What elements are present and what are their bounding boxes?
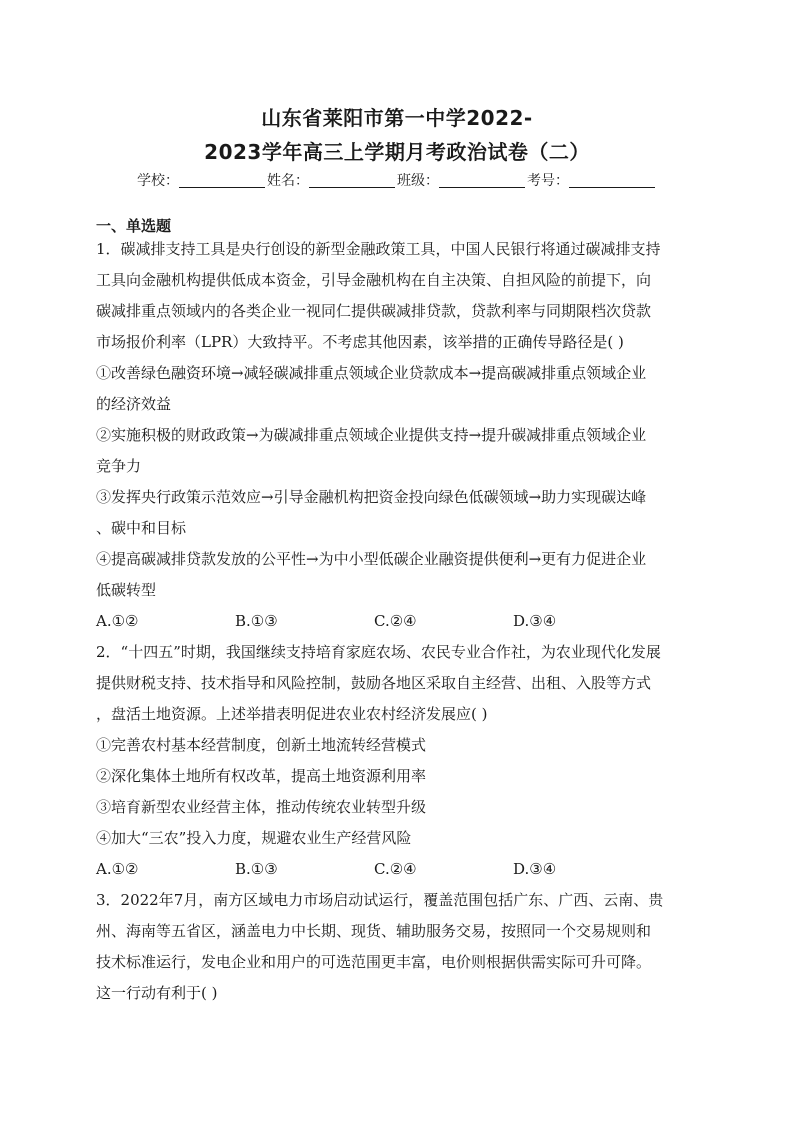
option-a[interactable]: A.①② xyxy=(96,612,139,630)
question-stem-line: 市场报价利率（LPR）大致持平。不考虑其他因素，该举措的正确传导路径是( ) xyxy=(96,333,624,351)
number-field xyxy=(527,170,657,190)
student-info-row xyxy=(0,170,794,190)
question-stem-line: 工具向金融机构提供低成本资金，引导金融机构在自主决策、自担风险的前提下，向 xyxy=(96,271,652,289)
name-blank xyxy=(309,173,395,188)
question-1 xyxy=(96,234,700,637)
class-label: 班级： xyxy=(397,173,439,189)
statement-line: ②实施积极的财政政策→为碳减排重点领域企业提供支持→提升碳减排重点领域企业 xyxy=(96,426,647,444)
statement-line: ③发挥央行政策示范效应→引导金融机构把资金投向绿色低碳领域→助力实现碳达峰 xyxy=(96,488,647,506)
class-field xyxy=(397,170,527,190)
number-blank xyxy=(569,173,655,188)
question-stem-line: ，盘活土地资源。上述举措表明促进农业农村经济发展应( ) xyxy=(96,705,488,723)
question-2 xyxy=(96,637,700,885)
answer-options xyxy=(96,606,700,637)
option-c[interactable]: C.②④ xyxy=(374,612,417,630)
option-d[interactable]: D.③④ xyxy=(513,612,557,630)
class-blank xyxy=(439,173,525,188)
question-stem-line: 提供财税支持、技术指导和风险控制，鼓励各地区采取自主经营、出租、入股等方式 xyxy=(96,674,652,692)
section-heading: 一、单选题 xyxy=(96,217,172,235)
statement-line: 低碳转型 xyxy=(96,581,157,599)
question-stem-line: 这一行动有利于( ) xyxy=(96,984,218,1002)
statement-line: 、碳中和目标 xyxy=(96,519,187,537)
option-a[interactable]: A.①② xyxy=(96,860,139,878)
statement-line: ④加大“三农”投入力度，规避农业生产经营风险 xyxy=(96,829,412,847)
question-stem-line: 州、海南等五省区，涵盖电力中长期、现货、辅助服务交易，按照同一个交易规则和 xyxy=(96,922,652,940)
question-stem-line: 碳减排重点领域内的各类企业一视同仁提供碳减排贷款，贷款利率与同期限档次贷款 xyxy=(96,302,652,320)
school-field xyxy=(137,170,267,190)
name-field xyxy=(267,170,397,190)
statement-line: ②深化集体土地所有权改革，提高土地资源利用率 xyxy=(96,767,427,785)
question-stem-line: 技术标准运行，发电企业和用户的可选范围更丰富，电价则根据供需实际可升可降。 xyxy=(96,953,652,971)
exam-title-line1: 山东省莱阳市第一中学2022- xyxy=(261,106,533,130)
statement-line: 的经济效益 xyxy=(96,395,172,413)
statement-line: ③培育新型农业经营主体，推动传统农业转型升级 xyxy=(96,798,427,816)
number-label: 考号： xyxy=(527,173,569,189)
statement-line: 竞争力 xyxy=(96,457,142,475)
question-stem-line: 1．碳减排支持工具是央行创设的新型金融政策工具，中国人民银行将通过碳减排支持 xyxy=(96,240,661,258)
question-3 xyxy=(96,885,700,1009)
school-blank xyxy=(179,173,265,188)
statement-line: ①改善绿色融资环境→减轻碳减排重点领域企业贷款成本→提高碳减排重点领域企业 xyxy=(96,364,647,382)
name-label: 姓名： xyxy=(267,173,309,189)
option-c[interactable]: C.②④ xyxy=(374,860,417,878)
exam-title-line2: 2023学年高三上学期月考政治试卷（二） xyxy=(204,140,590,164)
school-label: 学校： xyxy=(137,173,179,189)
statement-line: ①完善农村基本经营制度，创新土地流转经营模式 xyxy=(96,736,427,754)
option-b[interactable]: B.①③ xyxy=(235,612,278,630)
question-stem-line: 2．“十四五”时期，我国继续支持培育家庭农场、农民专业合作社，为农业现代化发展 xyxy=(96,643,661,661)
statement-line: ④提高碳减排贷款发放的公平性→为中小型低碳企业融资提供便利→更有力促进企业 xyxy=(96,550,647,568)
answer-options xyxy=(96,854,700,885)
questions xyxy=(96,234,700,1009)
option-b[interactable]: B.①③ xyxy=(235,860,278,878)
option-d[interactable]: D.③④ xyxy=(513,860,557,878)
question-stem-line: 3．2022年7月，南方区域电力市场启动试运行，覆盖范围包括广东、广西、云南、贵 xyxy=(96,891,664,909)
